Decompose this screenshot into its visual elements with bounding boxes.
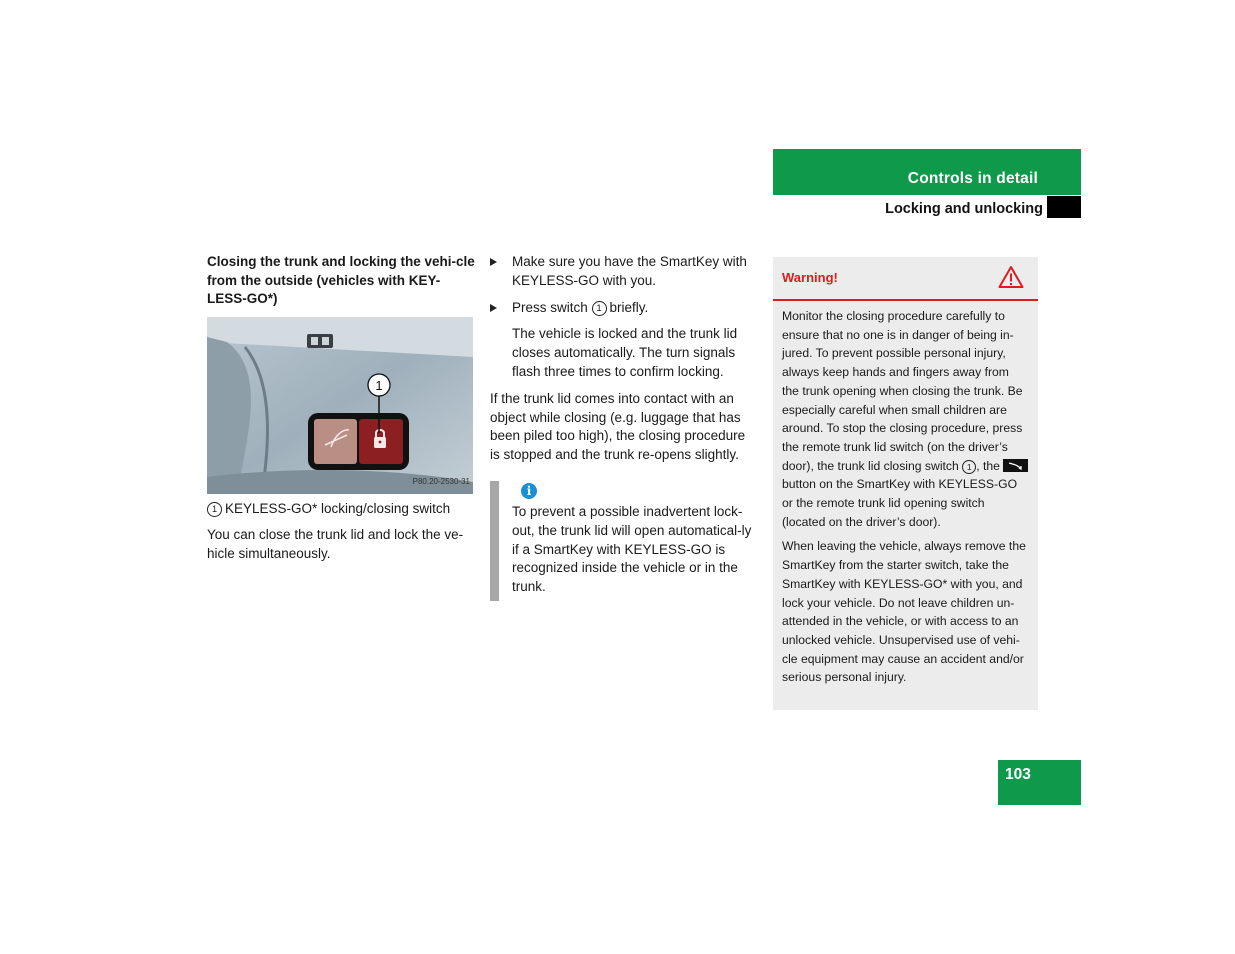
step-1-text: Make sure you have the SmartKey with KEYLESS-GO with you. <box>512 254 747 288</box>
warning-body <box>773 301 1038 687</box>
trunk-button-icon <box>1003 459 1028 472</box>
info-note <box>490 481 758 601</box>
warning-box <box>773 257 1038 710</box>
warning-text-b: , the <box>976 458 1000 473</box>
info-text: To prevent a possible inadvertent lock-out, the trunk lid will open automatical-ly if a SmartKey with KEYLESS-GO is recognized inside the vehicle or in the trunk. <box>512 503 752 595</box>
section-header-bar <box>773 149 1081 195</box>
image-code: P80.20-2530-31 <box>412 476 470 486</box>
section-marker <box>1047 196 1081 218</box>
intro-paragraph: You can close the trunk lid and lock the ve-hicle simultaneously. <box>207 527 464 562</box>
procedure-heading: Closing the trunk and locking the vehi-cle from the outside (vehicles with KEY-LESS-GO*) <box>207 254 475 306</box>
left-column <box>207 253 475 564</box>
info-icon: i <box>521 483 537 499</box>
page-number: 103 <box>1005 766 1031 783</box>
trunk-switch-photo <box>207 317 473 494</box>
step-1 <box>490 253 758 291</box>
obstruction-paragraph: If the trunk lid comes into contact with an object while closing (e.g. luggage that has been piled too high), the closing procedure is stopped and the trunk re-opens slightly. <box>490 390 746 463</box>
callout-number: 1 <box>592 301 607 316</box>
section-title: Controls in detail <box>907 170 1038 187</box>
photo-callout: 1 <box>375 377 383 393</box>
page-number-box <box>998 760 1081 805</box>
middle-column <box>490 253 758 601</box>
callout-number: 1 <box>962 460 976 474</box>
step-2 <box>490 299 758 318</box>
bullet-triangle-icon <box>490 258 497 266</box>
photo-caption <box>207 500 475 519</box>
warning-text-a: Monitor the closing procedure carefully to ensure that no one is in danger of being in-jured. To prevent possible personal injury, always keep hands and fingers away from the trunk opening when closing the trunk. Be especially careful when small children are around. To stop the closing procedure, press the remote trunk lid switch (on the driver’s door), the trunk lid closing switch <box>782 309 1023 473</box>
caption-text: KEYLESS-GO* locking/closing switch <box>225 500 451 516</box>
step-result: The vehicle is locked and the trunk lid closes automatically. The turn signals flash three times to confirm locking. <box>512 326 738 379</box>
warning-paragraph-1 <box>782 307 1029 531</box>
warning-header <box>773 257 1038 301</box>
warning-title: Warning! <box>782 270 838 285</box>
step-2-text-pre: Press switch <box>512 299 588 315</box>
warning-triangle-icon <box>998 265 1024 294</box>
warning-paragraph-2: When leaving the vehicle, always remove the SmartKey from the starter switch, take the SmartKey with KEYLESS-GO* with you, and lock your vehicle. Do not leave children un-attended in the vehicle, or with access to an unlocked vehicle. Unsupervised use of vehi-cle equipment may cause an accident and/or serious personal injury. <box>782 539 1026 685</box>
subsection-title: Locking and unlocking <box>885 201 1043 217</box>
warning-text-c: button on the SmartKey with KEYLESS-GO or the remote trunk lid opening switch (located on the driver’s door). <box>782 477 1018 529</box>
step-2-text-post: briefly. <box>609 299 649 315</box>
bullet-triangle-icon <box>490 304 497 312</box>
callout-number: 1 <box>207 502 222 517</box>
